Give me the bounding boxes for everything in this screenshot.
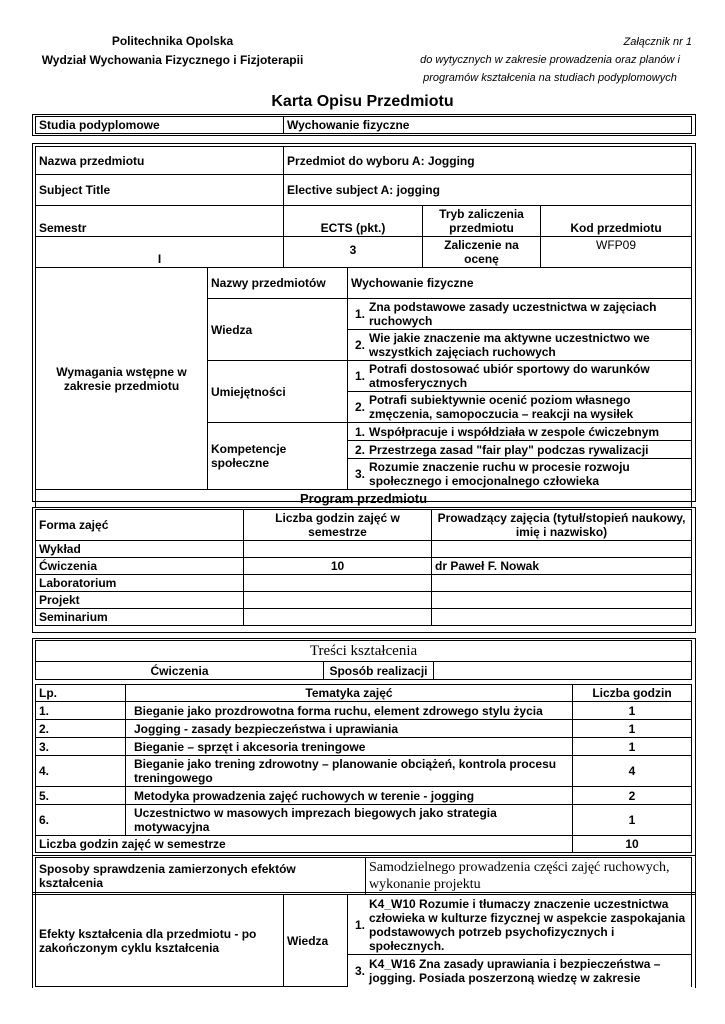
table-row (36, 558, 692, 575)
table-row (36, 805, 692, 836)
topic-cell: Bieganie – sprzęt i akcesoria treningowe (126, 738, 573, 756)
subject-title-label: Subject Title (36, 175, 284, 206)
social-text: Współpracuje i współdziała w zespole ćwiczebnym (369, 424, 660, 439)
content-header-table (35, 640, 692, 680)
outcome-text: K4_W10 Rozumie i tłumaczy znaczenie uczestnictwa człowieka w kulturze fizycznej w aspekcie zaspokajania podstawowych potrzeb psychofizycznych i społecznych. (369, 896, 686, 953)
course-name-value: Przedmiot do wyboru A: Jogging (284, 147, 692, 175)
list-number: 3. (355, 467, 366, 481)
lp-cell: 1. (36, 702, 126, 720)
social-item (348, 459, 692, 490)
content-title: Treści kształcenia (36, 641, 692, 662)
knowledge-item (348, 299, 692, 330)
hours-cell (244, 609, 432, 626)
topic-cell: Bieganie jako trening zdrowotny – planowanie obciążeń, kontrola procesu treningowego (126, 756, 573, 787)
studies-table (35, 116, 692, 134)
hours-cell: 1 (573, 720, 692, 738)
skill-item (348, 392, 692, 423)
prerequisites-label: Wymagania wstępne w zakresie przedmiotu (36, 268, 208, 490)
knowledge-label: Wiedza (208, 299, 348, 361)
outcomes-label: Efekty kształcenia dla przedmiotu - po zakończonym cyklu kształcenia (36, 895, 284, 987)
attachment-line-3: programów kształcenia na studiach podyplomowych (423, 72, 677, 84)
skill-item (348, 361, 692, 392)
studies-label: Studia podyplomowe (36, 117, 284, 134)
social-text: Rozumie znaczenie ruchu w procesie rozwoju społecznego i emocjonalnego człowieka (369, 460, 630, 488)
university-header (30, 32, 315, 70)
table-row (36, 756, 692, 787)
table-row (36, 738, 692, 756)
outcome-text: K4_W16 Zna zasady uprawiania i bezpieczeństwa – jogging. Posiada poszerzoną wiedzę w zakresie (369, 956, 661, 985)
hours-cell (244, 541, 432, 558)
lecturer-cell: dr Paweł F. Nowak (432, 558, 692, 575)
lecturer-cell (432, 541, 692, 558)
content-table (35, 684, 692, 853)
social-item (348, 441, 692, 459)
skill-text: Potrafi dostosować ubiór sportowy do warunków atmosferycznych (369, 362, 650, 390)
table-row (36, 787, 692, 805)
lp-header: Lp. (36, 685, 126, 702)
form-label: Forma zajęć (36, 510, 244, 541)
hours-cell: 10 (244, 558, 432, 575)
course-table (35, 146, 692, 508)
attachment-line-2: do wytycznych w zakresie prowadzenia oraz planów i (420, 54, 680, 66)
form-cell: Laboratorium (36, 575, 244, 592)
method-label: Sposób realizacji (324, 662, 434, 680)
total-hours-value: 10 (573, 836, 692, 853)
page-title: Karta Opisu Przedmiotu (271, 93, 454, 110)
topic-cell: Jogging - zasady bezpieczeństwa i uprawiania (126, 720, 573, 738)
form-cell: Ćwiczenia (36, 558, 244, 575)
knowledge-text: Wie jakie znaczenie ma aktywne uczestnictwo we wszystkich zajęciach ruchowych (369, 331, 650, 359)
list-number: 3. (354, 963, 365, 978)
lecturer-cell (432, 609, 692, 626)
verification-label: Sposoby sprawdzenia zamierzonych efektów kształcenia (36, 858, 366, 895)
ects-label: ECTS (pkt.) (284, 206, 423, 237)
table-row (36, 541, 692, 558)
program-title: Program przedmiotu (36, 490, 692, 508)
social-text: Przestrzega zasad "fair play" podczas rywalizacji (369, 442, 649, 457)
hours-cell (244, 575, 432, 592)
lecturer-label: Prowadzący zajęcia (tytuł/stopień naukowy, imię i nazwisko) (432, 510, 692, 541)
verification-table (35, 857, 692, 895)
lp-cell: 6. (36, 805, 126, 836)
topic-cell: Uczestnictwo w masowych imprezach biegowych jako strategia motywacyjna (126, 805, 573, 836)
lecturer-cell (432, 575, 692, 592)
form-cell: Wykład (36, 541, 244, 558)
prior-subjects-label: Nazwy przedmiotów (208, 268, 348, 299)
studies-value: Wychowanie fizyczne (284, 117, 692, 134)
list-number: 1. (354, 917, 365, 932)
lp-cell: 5. (36, 787, 126, 805)
list-number: 2. (355, 338, 366, 352)
class-type: Ćwiczenia (36, 662, 324, 680)
hours-cell: 1 (573, 805, 692, 836)
hours-label: Liczba godzin zajęć w semestrze (244, 510, 432, 541)
verification-value: Samodzielnego prowadzenia części zajęć ruchowych, wykonanie projektu (366, 858, 692, 895)
table-row (36, 592, 692, 609)
list-number: 2. (355, 400, 366, 414)
outcomes-knowledge-label: Wiedza (284, 895, 348, 987)
table-row (36, 702, 692, 720)
mode-label: Tryb zaliczenia przedmiotu (423, 206, 541, 237)
code-value: WFP09 (541, 237, 692, 268)
university-name: Politechnika Opolska (111, 34, 234, 48)
prior-subjects-value: Wychowanie fizyczne (348, 268, 692, 299)
mode-value: Zaliczenie na ocenę (423, 237, 541, 268)
ects-value: 3 (284, 237, 423, 268)
semester-value: I (36, 237, 284, 268)
hours-header: Liczba godzin (573, 685, 692, 702)
outcomes-table (35, 894, 692, 987)
lp-cell: 4. (36, 756, 126, 787)
list-number: 1. (355, 424, 366, 439)
total-hours-label: Liczba godzin zajęć w semestrze (36, 836, 573, 853)
lecturer-cell (432, 592, 692, 609)
list-number: 1. (355, 307, 366, 321)
skill-text: Potrafi subiektywnie ocenić poziom własnego zmęczenia, samopoczucia – reakcji na wysiłek (369, 393, 634, 421)
forms-table (35, 509, 692, 626)
hours-cell: 2 (573, 787, 692, 805)
hours-cell: 1 (573, 738, 692, 756)
subject-title-value: Elective subject A: jogging (284, 175, 692, 206)
hours-cell: 4 (573, 756, 692, 787)
faculty-name: Wydział Wychowania Fizycznego i Fizjoterapii (41, 53, 304, 67)
table-row (36, 720, 692, 738)
lp-cell: 3. (36, 738, 126, 756)
method-value (434, 662, 692, 680)
form-cell: Seminarium (36, 609, 244, 626)
course-name-label: Nazwa przedmiotu (36, 147, 284, 175)
hours-cell (244, 592, 432, 609)
knowledge-text: Zna podstawowe zasady uczestnictwa w zajęciach ruchowych (369, 300, 657, 328)
table-row (36, 575, 692, 592)
form-cell: Projekt (36, 592, 244, 609)
social-item (348, 423, 692, 441)
social-competence-label: Kompetencje społeczne (208, 423, 348, 490)
table-row (36, 609, 692, 626)
attachment-note (400, 33, 700, 87)
outcome-item (348, 955, 692, 987)
list-number: 2. (355, 442, 366, 457)
skills-label: Umiejętności (208, 361, 348, 423)
topic-cell: Bieganie jako prozdrowotna forma ruchu, element zdrowego stylu życia (126, 702, 573, 720)
lp-cell: 2. (36, 720, 126, 738)
hours-cell: 1 (573, 702, 692, 720)
topic-cell: Metodyka prowadzenia zajęć ruchowych w terenie - jogging (126, 787, 573, 805)
attachment-number: Załącznik nr 1 (623, 36, 692, 48)
outcome-item (348, 895, 692, 955)
knowledge-item (348, 330, 692, 361)
semester-label: Semestr (36, 206, 284, 237)
code-label: Kod przedmiotu (541, 206, 692, 237)
list-number: 1. (355, 369, 366, 383)
topic-header: Tematyka zajęć (126, 685, 573, 702)
